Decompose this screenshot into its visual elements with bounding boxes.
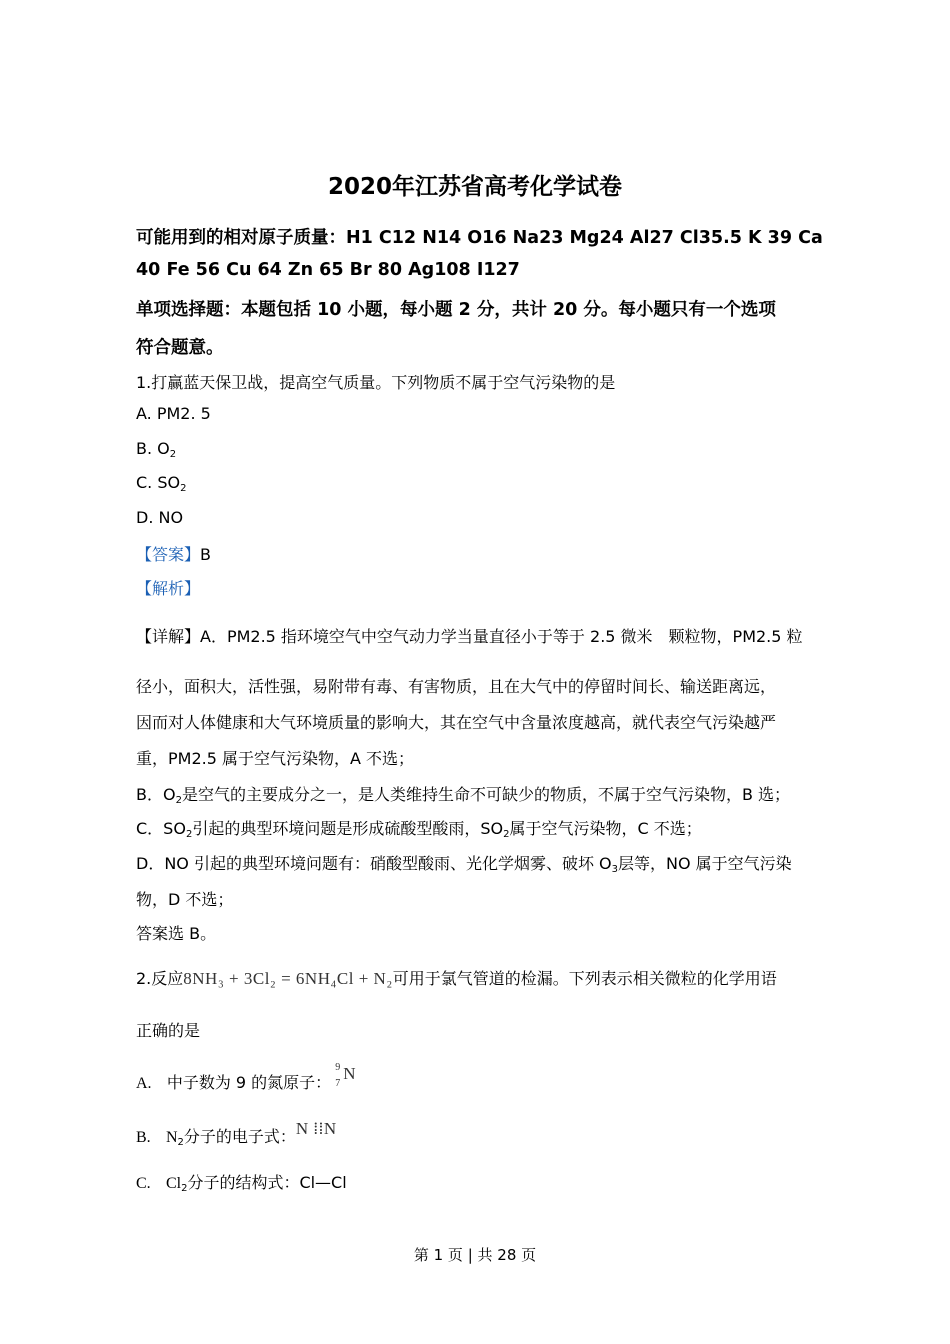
detail-line-3: 因而对人体健康和大气环境质量的影响大，其在空气中含量浓度越高，就代表空气污染越严 xyxy=(136,713,777,732)
question-2-option-b: B. $N_2$分子的电子式：N ⁞⁞N xyxy=(136,1119,337,1148)
detail-line-4: 重，PM2.5 属于空气污染物，A 不选； xyxy=(136,749,415,768)
detail-conclusion: 答案选 B。 xyxy=(136,924,217,943)
answer-line xyxy=(136,542,211,565)
question-1-option-d: D. NO xyxy=(136,508,184,527)
question-2-stem-line2: 正确的是 xyxy=(136,1021,201,1040)
detail-line-2: 径小，面积大，活性强，易附带有毒、有害物质，且在大气中的停留时间长、输送距离远， xyxy=(136,677,777,696)
answer-value: B xyxy=(200,545,211,564)
detail-option-d-cont: 物，D 不选； xyxy=(136,890,234,909)
question-1-option-b: B. $O_2$ xyxy=(136,439,177,460)
question-2-option-c: C. $Cl_2$分子的结构式：Cl—Cl xyxy=(136,1173,347,1194)
section-heading-line1: 单项选择题：本题包括 10 小题，每小题 2 分，共计 20 分。每小题只有一个选项 xyxy=(136,300,776,320)
answer-label: 【答案】 xyxy=(136,545,201,564)
question-1-option-a: A. PM2. 5 xyxy=(136,404,211,423)
atomic-masses-line2: 40 Fe 56 Cu 64 Zn 65 Br 80 Ag108 I127 xyxy=(136,260,520,280)
detail-option-d: D．NO 引起的典型环境问题有：硝酸型酸雨、光化学烟雾、破坏 $O_3$层等，NO 属于空气污染 xyxy=(136,854,792,875)
detail-line-1: 【详解】A．PM2.5 指环境空气中空气动力学当量直径小于等于 2.5 微米 颗粒物，PM2.5 粒 xyxy=(136,627,803,646)
detail-option-b: B．$O_2$是空气的主要成分之一，是人类维持生命不可缺少的物质，不属于空气污染物，B 选； xyxy=(136,785,791,806)
page-footer: 第 1 页 | 共 28 页 xyxy=(413,1246,537,1264)
analysis-label: 【解析】 xyxy=(136,579,201,598)
question-2-option-a: A. 中子数为 9 的氮原子： 9 7 N xyxy=(136,1066,365,1096)
reaction-equation: 8NH₃ + 3Cl₂ = 6NH₄Cl + N₂ xyxy=(183,969,393,988)
detail-option-c: C．$SO_2$引起的典型环境问题是形成硫酸型酸雨，$SO_2$属于空气污染物，C 不选； xyxy=(136,819,702,840)
nuclide-symbol: 9 7 N xyxy=(335,1062,356,1089)
electron-formula: N ⁞⁞N xyxy=(295,1119,337,1138)
page-title: 2020年江苏省高考化学试卷 xyxy=(327,174,622,200)
question-1-stem: 1.打赢蓝天保卫战，提高空气质量。下列物质不属于空气污染物的是 xyxy=(136,373,616,392)
atomic-masses-line1: 可能用到的相对原子质量：H1 C12 N14 O16 Na23 Mg24 Al27 Cl35.5 K 39 Ca xyxy=(136,228,823,248)
section-heading-line2: 符合题意。 xyxy=(136,338,224,358)
question-2-stem: 2.反应8NH₃ + 3Cl₂ = 6NH₄Cl + N₂可用于氯气管道的检漏。下列表示相关微粒的化学用语 xyxy=(136,969,777,988)
question-1-option-c: C. $SO_2$ xyxy=(136,473,187,494)
